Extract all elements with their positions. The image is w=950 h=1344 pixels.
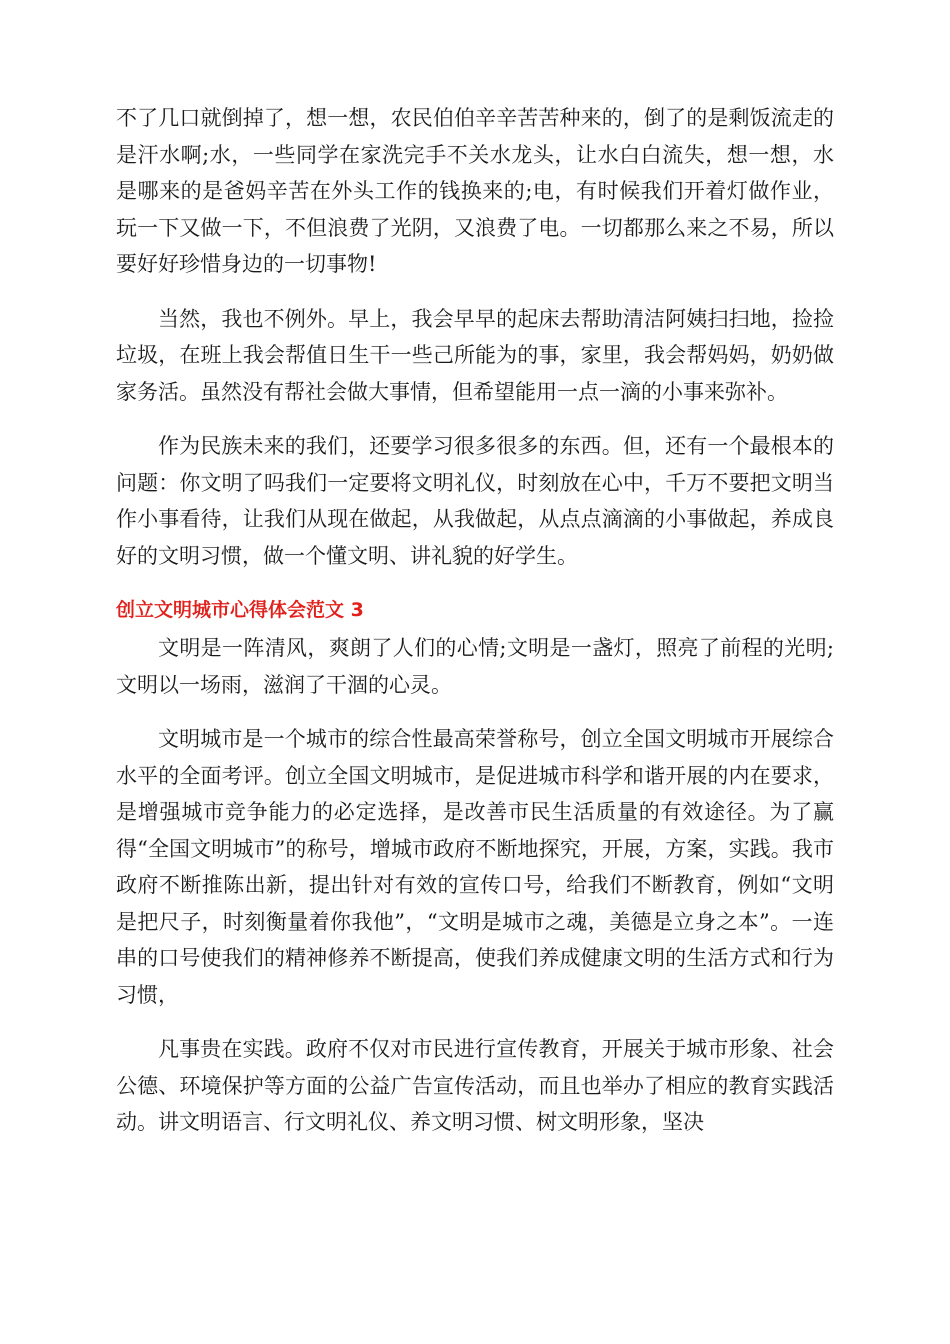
paragraph-continued: 不了几口就倒掉了，想一想，农民伯伯辛辛苦苦种来的，倒了的是剩饭流走的是汗水啊;水，一些同学在家洗完手不关水龙头，让水白白流失，想一想，水是哪来的是爸妈辛苦在外头工作的钱换来的;电，有时候我们开着灯做作业，玩一下又做一下，不但浪费了光阴，又浪费了电。一切都那么来之不易，所以要好好珍惜身边的一切事物!	[116, 106, 834, 276]
paragraph: 当然，我也不例外。早上，我会早早的起床去帮助清洁阿姨扫扫地，捡捡垃圾，在班上我会帮值日生干一些己所能为的事，家里，我会帮妈妈，奶奶做家务活。虽然没有帮社会做大事情，但希望能用一点一滴的小事来弥补。	[116, 306, 834, 404]
section-heading: 创立文明城市心得体会范文 3	[116, 599, 364, 621]
paragraph: 作为民族未来的我们，还要学习很多很多的东西。但，还有一个最根本的问题：你文明了吗我们一定要将文明礼仪，时刻放在心中，千万不要把文明当作小事看待，让我们从现在做起，从我做起，从点点滴滴的小事做起，养成良好的文明习惯，做一个懂文明、讲礼貌的好学生。	[116, 434, 834, 568]
paragraph: 文明城市是一个城市的综合性最高荣誉称号，创立全国文明城市开展综合水平的全面考评。创立全国文明城市，是促进城市科学和谐开展的内在要求，是增强城市竞争能力的必定选择，是改善市民生活质量的有效途径。为了赢得“全国文明城市”的称号，增城市政府不断地探究，开展，方案，实践。我市政府不断推陈出新，提出针对有效的宣传口号，给我们不断教育，例如“文明是把尺子，时刻衡量着你我他”，“文明是城市之魂，美德是立身之本”。一连串的口号使我们的精神修养不断提高，使我们养成健康文明的生活方式和行为习惯，	[116, 727, 834, 1007]
document-page	[116, 100, 834, 1159]
paragraph: 凡事贵在实践。政府不仅对市民进行宣传教育，开展关于城市形象、社会公德、环境保护等方面的公益广告宣传活动，而且也举办了相应的教育实践活动。讲文明语言、行文明礼仪、养文明习惯、树文明形象，坚决	[116, 1037, 834, 1134]
paragraph: 文明是一阵清风，爽朗了人们的心情;文明是一盏灯，照亮了前程的光明;文明以一场雨，滋润了干涸的心灵。	[116, 636, 834, 697]
